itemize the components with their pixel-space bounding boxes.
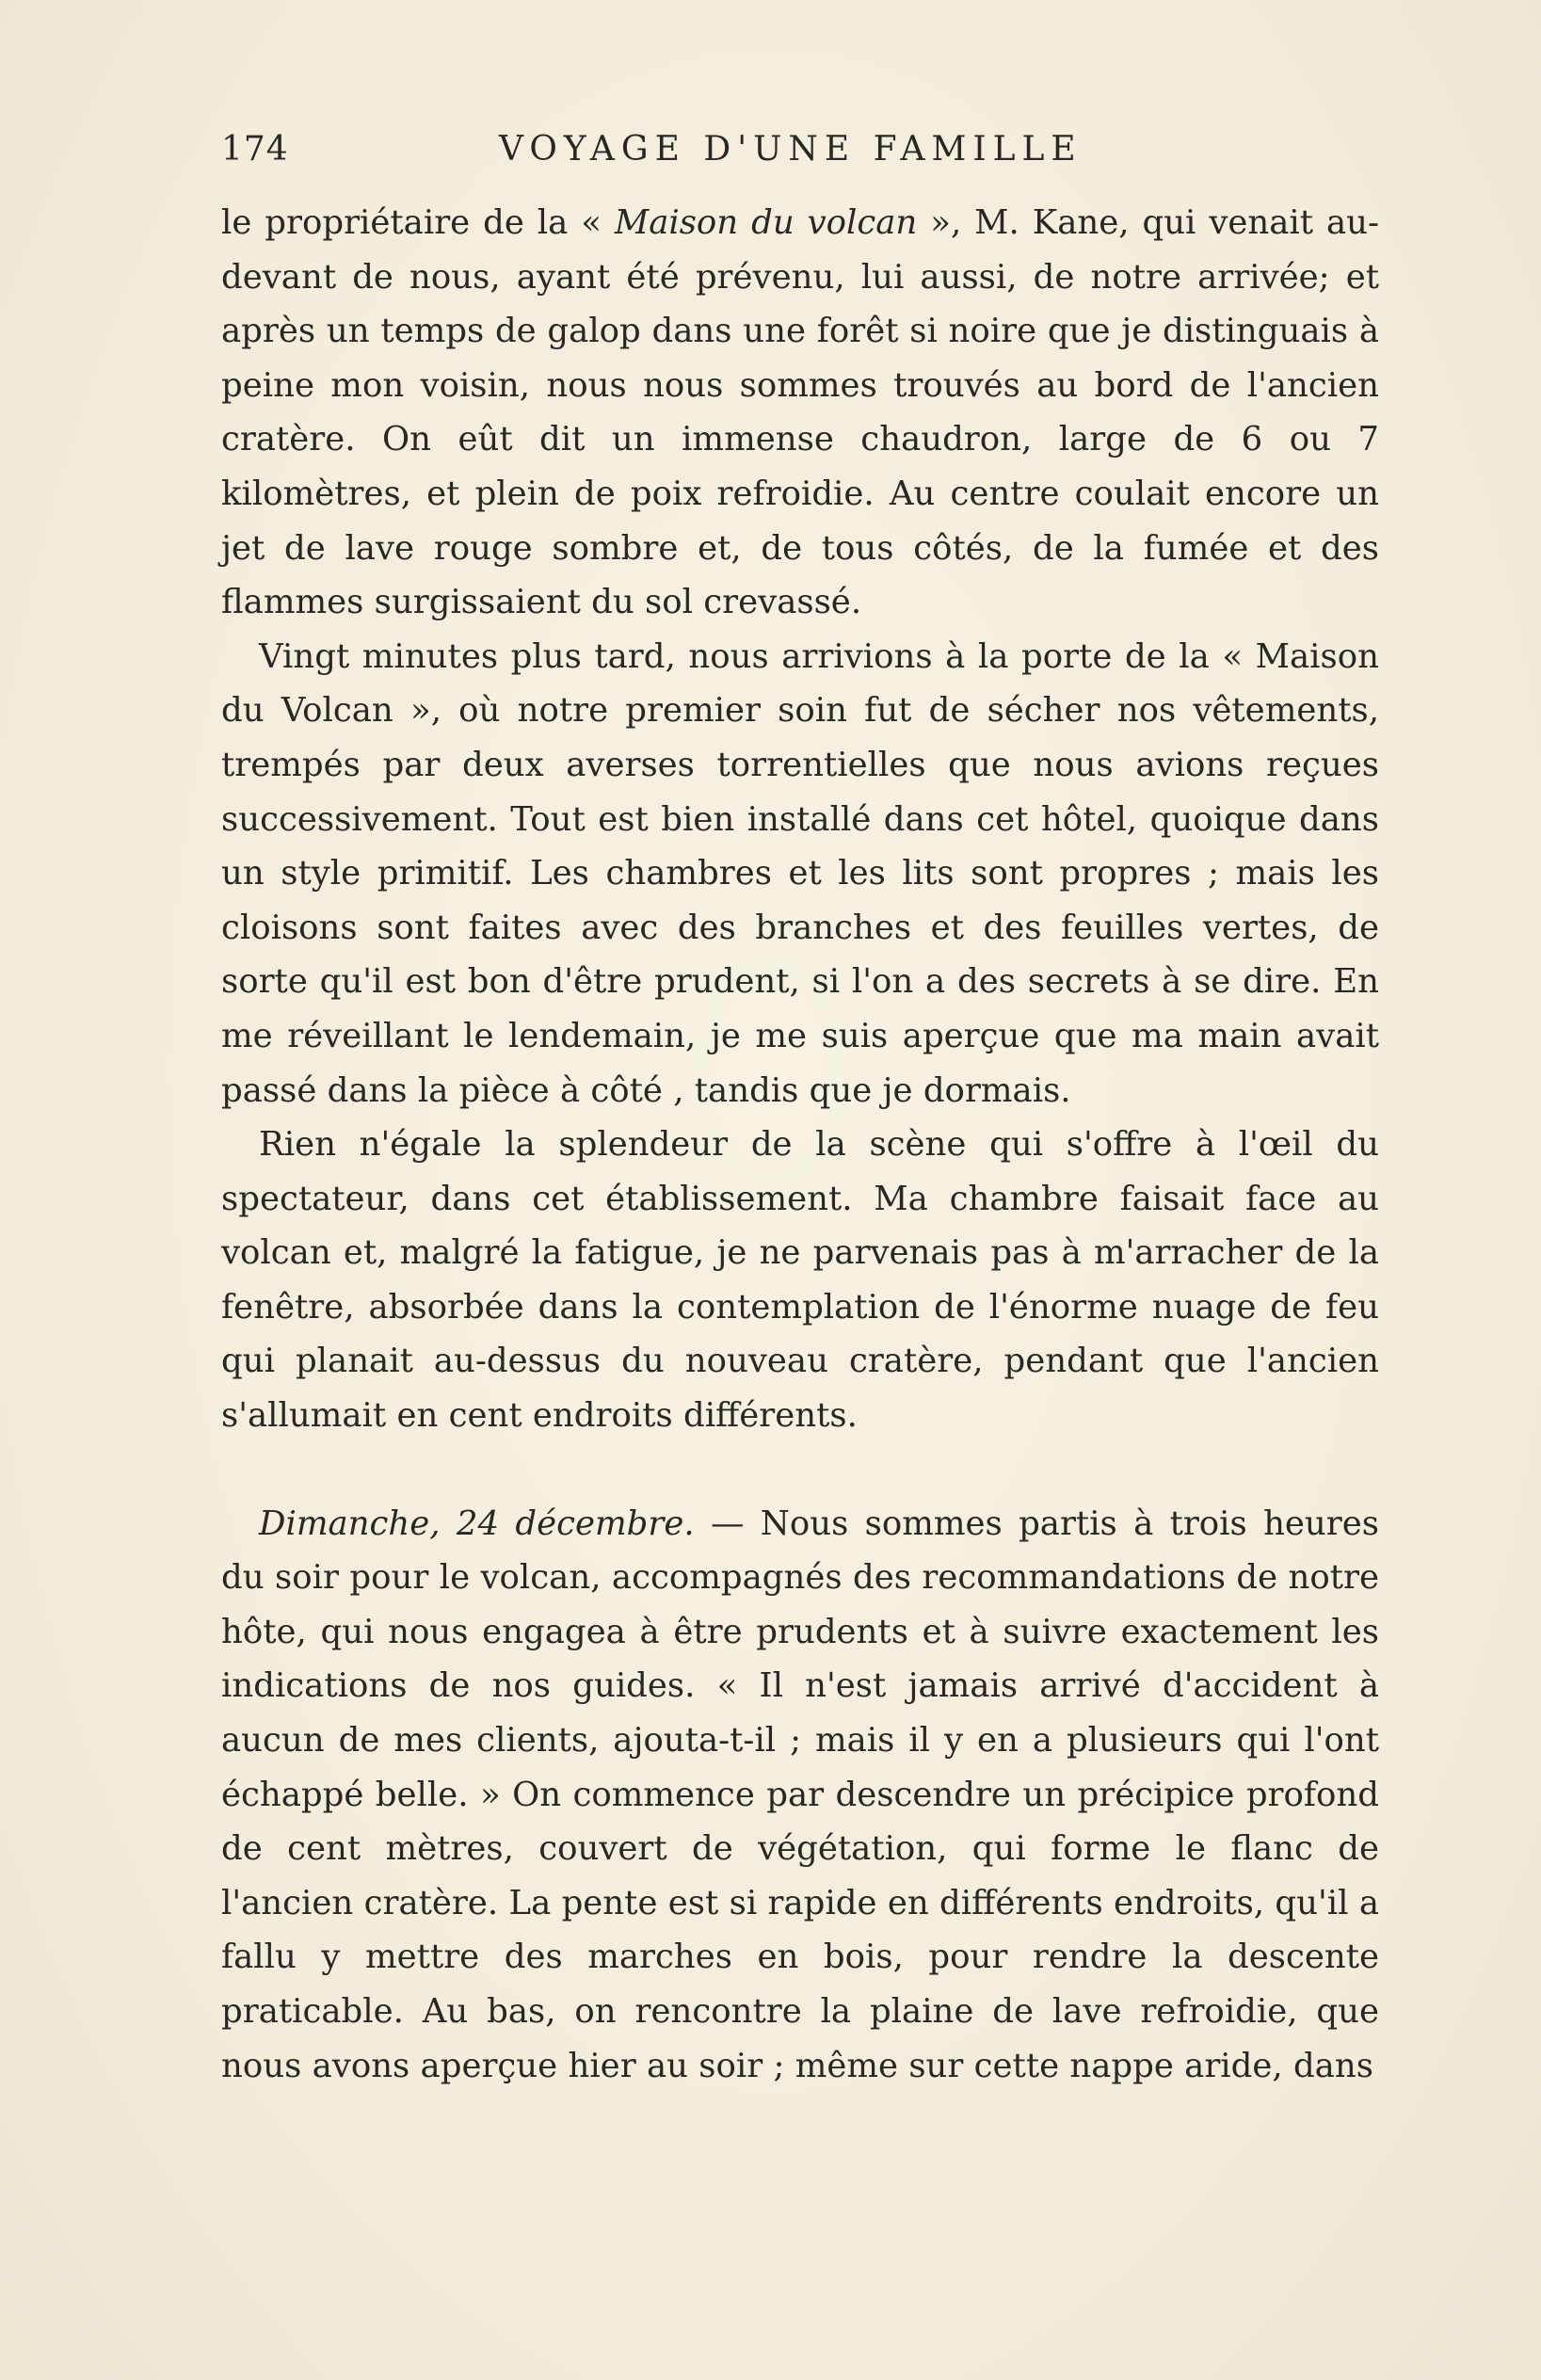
paragraph-1-italic: Maison du volcan [614, 203, 918, 242]
paragraph-4 [221, 1497, 1379, 2094]
paragraph-1-start: le propriétaire de la « [221, 203, 615, 242]
paragraph-1-rest: », M. Kane, qui venait au-devant de nous, ayant été prévenu, lui aussi, de notre arrivée; et après un temps de galop dans une forêt si noire que je distinguais à peine mon voisin, nous nous sommes trouvés au bord de l'ancien cratère. On eût dit un immense chaudron, large de 6 ou 7 kilomètres, et plein de poix refroidie. Au centre coulait encore un jet de lave rouge sombre et, de tous côtés, de la fumée et des flammes surgissaient du sol crevassé. [221, 203, 1379, 622]
paragraph-3: Rien n'égale la splendeur de la scène qui s'offre à l'œil du spectateur, dans cet établissement. Ma chambre faisait face au volcan et, malgré la fatigue, je ne parvenais pas à m'arracher de la fenêtre, absorbée dans la contemplation de l'énorme nuage de feu qui planait au-dessus du nouveau cratère, pendant que l'ancien s'allumait en cent endroits différents. [221, 1125, 1379, 1436]
running-title: VOYAGE D'UNE FAMILLE [499, 130, 1083, 169]
body-text [221, 196, 1379, 2093]
paragraph-2: Vingt minutes plus tard, nous arrivions à la porte de la « Maison du Volcan », où notre premier soin fut de sécher nos vêtements, trempés par deux averses torrentielles que nous avions reçues successivement. Tout est bien installé dans cet hôtel, quoique dans un style primitif. Les chambres et les lits sont propres ; mais les cloisons sont faites avec des branches et des feuilles vertes, de sorte qu'il est bon d'être prudent, si l'on a des secrets à se dire. En me réveillant le lendemain, je me suis aperçue que ma main avait passé dans la pièce à côté , tandis que je dormais. [221, 636, 1379, 1110]
paragraph-1 [221, 196, 1379, 630]
paragraph-4-rest: — Nous sommes partis à trois heures du soir pour le volcan, accompagnés des recommandations de notre hôte, qui nous engagea à être prudents et à suivre exactement les indications de nos guides. « Il n'est jamais arrivé d'accident à aucun de mes clients, ajouta-t-il ; mais il y en a plusieurs qui l'ont échappé belle. » On commence par descendre un précipice profond de cent mètres, couvert de végétation, qui forme le flanc de l'ancien cratère. La pente est si rapide en différents endroits, qu'il a fallu y mettre des marches en bois, pour rendre la descente praticable. Au bas, on rencontre la plaine de lave refroidie, que nous avons aperçue hier au soir ; même sur cette nappe aride, dans [221, 1504, 1379, 2085]
page-number: 174 [221, 130, 289, 169]
page-header [221, 130, 1379, 177]
diary-date: Dimanche, 24 décembre. [259, 1504, 695, 1543]
